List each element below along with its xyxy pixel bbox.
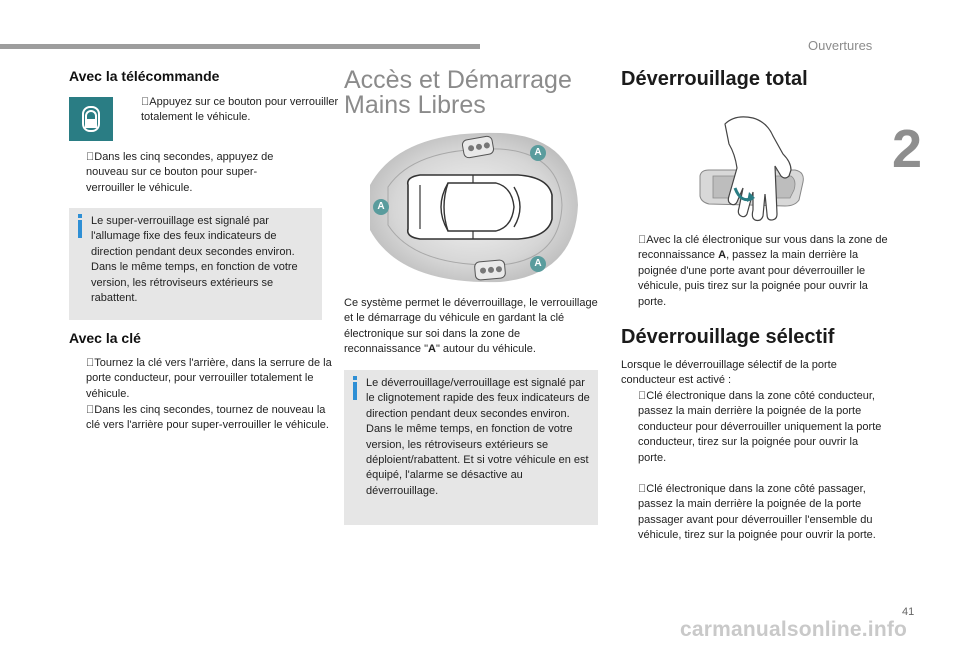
page-number: 41 — [902, 606, 915, 618]
keyless-zone-illustration — [360, 125, 585, 290]
info-icon-dot-2 — [353, 376, 357, 380]
chapter-number: 2 — [892, 119, 923, 179]
heading-remote: Avec la télécommande — [69, 68, 220, 84]
lock-button-icon — [69, 97, 113, 141]
heading-key: Avec la clé — [69, 330, 141, 346]
zone-marker-a-top: A — [530, 145, 546, 161]
zone-marker-a-bottom: A — [530, 256, 546, 272]
keyless-description-zone: A — [428, 343, 436, 356]
selective-step-1: Clé électronique dans la zone côté conducteur, passez la main derrière la poignée de la porte conducteur pour déverrouiller uniquement la porte conducteur, tirez sur la poignée pour ouvrir la porte. — [638, 390, 882, 464]
heading-keyless-line2: Mains Libres — [344, 91, 486, 119]
watermark: carmanualsonline.info — [680, 618, 908, 641]
total-unlock-step-zone: A — [718, 249, 727, 262]
zone-marker-a-left: A — [373, 199, 389, 215]
header-rule — [0, 44, 480, 49]
selective-step-2: Clé électronique dans la zone côté passager, passez la main derrière la poignée de la porte passager avant pour déverrouiller l'ensemble du véhicule, tirez sur la poignée pour ouvrir la porte. — [638, 483, 876, 542]
note-super-lock-text: Le super-verrouillage est signalé par l'allumage fixe des feux indicateurs de direction pendant deux secondes environ. Dans le même temps, en fonction de votre version, les rétroviseurs extérieurs se rabattent. — [91, 215, 298, 305]
heading-total-unlock: Déverrouillage total — [621, 68, 808, 90]
remote-step-2: Dans les cinq secondes, appuyez de nouveau sur ce bouton pour super-verrouiller le véhicule. — [86, 151, 274, 194]
key-step-1: Tournez la clé vers l'arrière, dans la serrure de la porte conducteur, pour verrouiller totalement le véhicule. — [86, 357, 332, 400]
info-icon-dot — [78, 214, 82, 218]
key-step-2: Dans les cinq secondes, tournez de nouveau la clé vers l'arrière pour super-verrouiller le véhicule. — [86, 404, 329, 432]
note-unlock-signal — [344, 370, 598, 525]
keyless-description-end: " autour du véhicule. — [435, 343, 536, 356]
info-icon-2 — [353, 382, 357, 400]
note-super-lock — [69, 208, 322, 320]
total-unlock-step-end: , passez la main derrière la poignée d'une porte avant pour déverrouiller le véhicule, puis tirez sur la poignée pour ouvrir la porte. — [638, 249, 868, 308]
note-unlock-signal-text: Le déverrouillage/verrouillage est signalé par le clignotement rapide des feux indicateurs de direction pendant deux secondes environ. Dans le même temps, en fonction de votre version, les rétroviseurs extérieurs se déploient/rabattent. Et si votre véhicule en est équipé, l'alarme se désactive au déverrouillage. — [366, 377, 590, 497]
selective-intro: Lorsque le déverrouillage sélectif de la porte conducteur est activé : — [621, 359, 837, 387]
info-icon — [78, 220, 82, 238]
total-unlock-step-start: Avec la clé électronique sur vous dans la zone de reconnaissance — [638, 234, 888, 262]
total-unlock-step — [621, 233, 893, 310]
heading-keyless — [344, 68, 572, 118]
hand-door-handle-illustration — [695, 110, 810, 225]
remote-step-1: Appuyez sur ce bouton pour verrouiller totalement le véhicule. — [141, 96, 339, 124]
section-title: Ouvertures — [808, 38, 873, 53]
heading-keyless-line1: Accès et Démarrage — [344, 66, 572, 94]
keyless-description — [344, 296, 599, 358]
keyless-description-start: Ce système permet le déverrouillage, le verrouillage et le démarrage du véhicule en gardant la clé électronique sur soi dans la zone de reconnaissance " — [344, 297, 598, 356]
heading-selective-unlock: Déverrouillage sélectif — [621, 326, 835, 348]
